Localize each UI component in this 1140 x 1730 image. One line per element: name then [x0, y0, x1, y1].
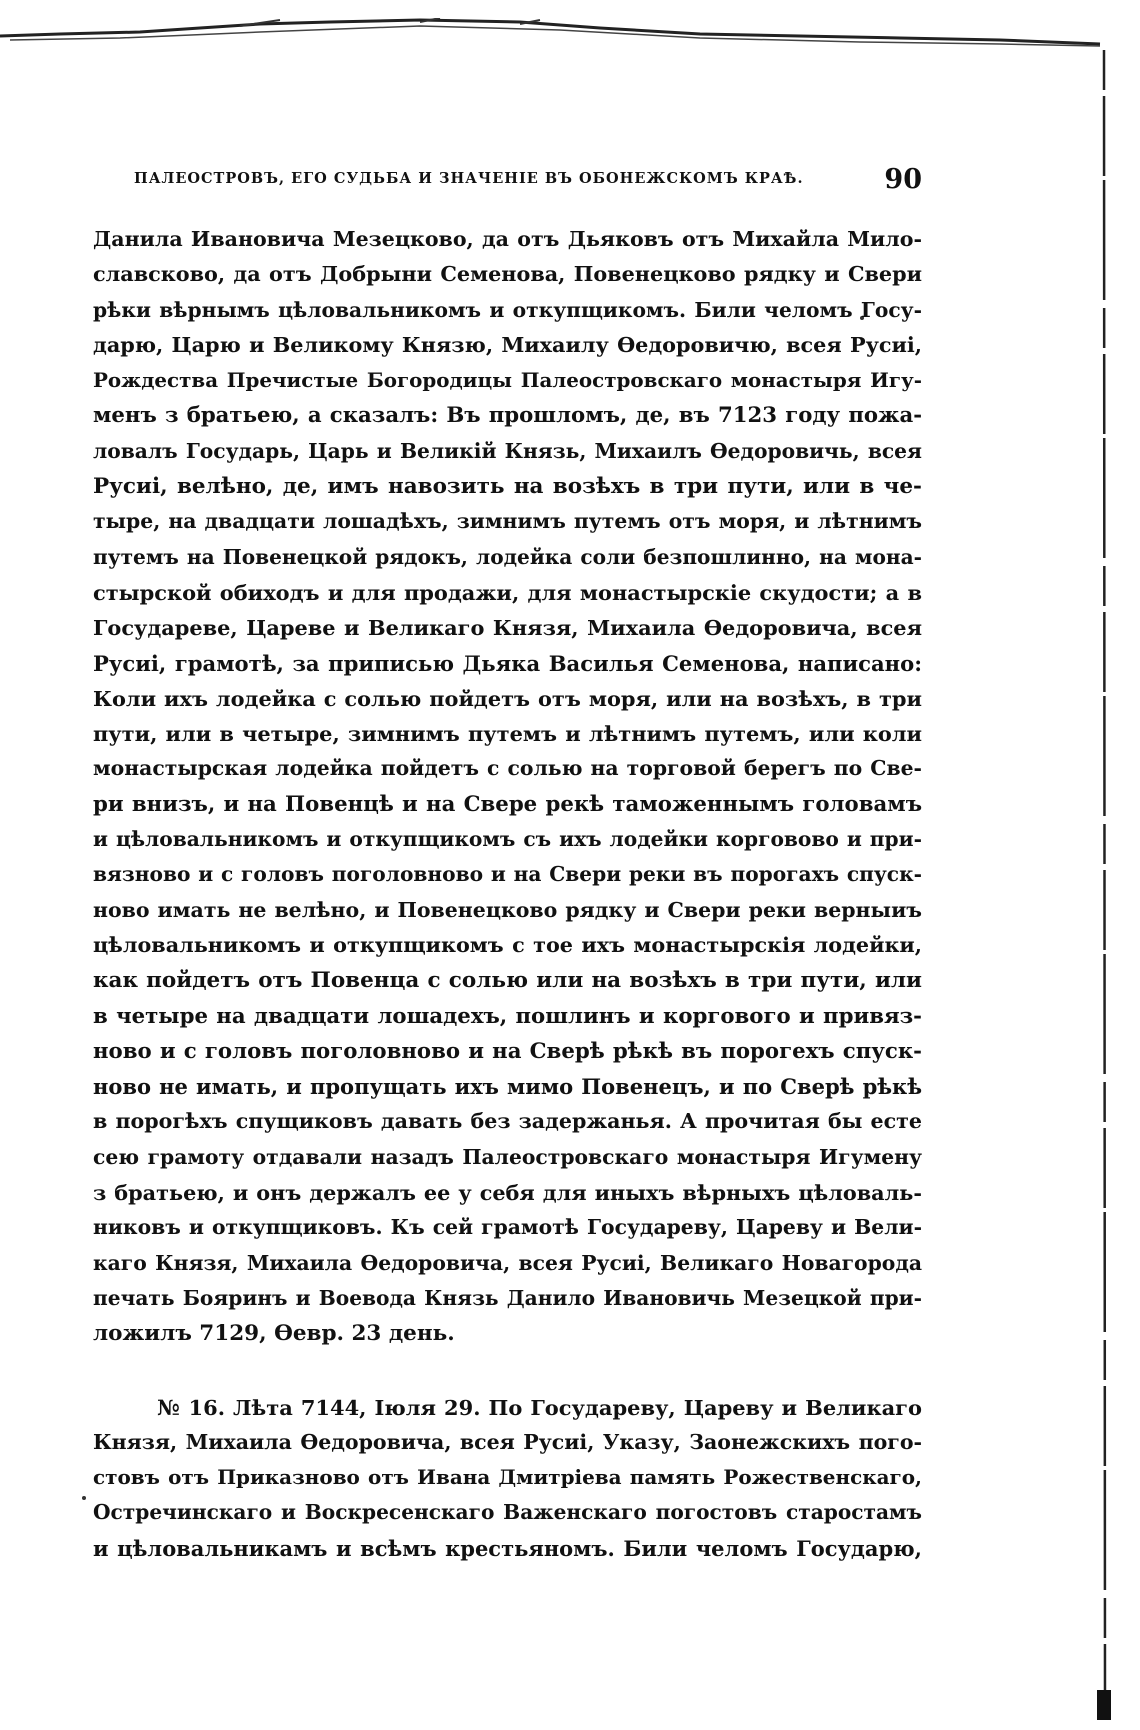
text-line: пути, или в четыре, зимнимъ путемъ и лѣтнимъ путемъ, или коли: [93, 721, 922, 747]
text-line: тыре, на двадцати лошадѣхъ, зимнимъ путемъ отъ моря, и лѣтнимъ: [93, 509, 922, 534]
text-line: монастырская лодейка пойдетъ с солью на торговой берегъ по Све-: [93, 756, 922, 781]
text-line: славсково, да отъ Добрыни Семенова, Повенецково рядку и Свери: [93, 262, 922, 287]
scan-edge-top: [0, 18, 1105, 48]
text-line: Коли ихъ лодейка с солью пойдетъ отъ моря, или на возѣхъ, в три: [93, 685, 922, 711]
text-line: дарю, Царю и Великому Князю, Михаилу Ѳедоровичю, всея Русиі,: [93, 332, 922, 357]
text-line: и цѣловальникамъ и всѣмъ крестьяномъ. Били челомъ Государю,: [93, 1535, 922, 1561]
text-line: никовъ и откупщиковъ. Къ сей грамотѣ Государеву, Цареву и Вели-: [93, 1215, 922, 1240]
text-line: Русиі, грамотѣ, за приписью Дьяка Василья Семенова, написано:: [93, 650, 922, 676]
text-line: рѣки вѣрнымъ цѣловальникомъ и откупщикомъ. Били челомъ Госу-: [93, 297, 922, 322]
text-line: сею грамоту отдавали назадъ Палеостровскаго монастыря Игумену: [93, 1144, 922, 1169]
text-line: ново и с головъ поголовново и на Сверѣ рѣкѣ въ порогехъ спуск-: [93, 1038, 922, 1064]
text-line: Князя, Михаила Ѳедоровича, всея Русиі, Указу, Заонежскихъ пого-: [93, 1429, 922, 1454]
text-line: стовъ отъ Приказново отъ Ивана Дмитріева память Рожественскаго,: [93, 1465, 922, 1490]
text-line: путемъ на Повенецкой рядокъ, лодейка соли безпошлинно, на мона-: [93, 544, 922, 569]
text-line: ловалъ Государь, Царь и Великій Князь, Михаилъ Ѳедоровичь, всея: [93, 438, 922, 463]
text-line: в порогѣхъ спущиковъ давать без задержанья. А прочитая бы есте: [93, 1109, 922, 1134]
text-line: как пойдетъ отъ Повенца с солью или на возѣхъ в три пути, или: [93, 968, 922, 994]
page-number: 90: [884, 164, 922, 195]
text-line: Русиі, велѣно, де, имъ навозить на возѣхъ в три пути, или в че-: [93, 474, 922, 500]
text-line: Остречинскаго и Воскресенскаго Важенскаго погостовъ старостамъ: [93, 1500, 922, 1525]
text-line: ново не имать, и пропущать ихъ мимо Повенецъ, и по Сверѣ рѣкѣ: [93, 1074, 922, 1100]
text-line: з братьею, и онъ держалъ ее у себя для иныхъ вѣрныхъ цѣловаль-: [93, 1180, 922, 1206]
paragraph: [93, 222, 922, 1352]
text-line: цѣловальникомъ и откупщикомъ с тое ихъ монастырскія лодейки,: [93, 932, 922, 957]
page-header: [116, 164, 922, 200]
body-text: [93, 222, 922, 1566]
text-line: каго Князя, Михаила Ѳедоровича, всея Русиі, Великаго Новагорода: [93, 1250, 922, 1275]
text-line: печать Бояринъ и Воевода Князь Данило Ивановичь Мезецкой при-: [93, 1285, 922, 1310]
running-head: ПАЛЕОСТРОВЪ, ЕГО СУДЬБА И ЗНАЧЕНІЕ ВЪ ОБОНЕЖСКОМЪ КРАѢ.: [134, 170, 804, 187]
text-line: ложилъ 7129, Ѳевр. 23 день.: [93, 1321, 455, 1347]
text-line: № 16. Лѣта 7144, Іюля 29. По Государеву, Цареву и Великаго: [157, 1394, 922, 1420]
text-line: и цѣловальникомъ и откупщикомъ съ ихъ лодейки корговово и при-: [93, 827, 922, 852]
text-line: ри внизъ, и на Повенцѣ и на Свере рекѣ таможеннымъ головамъ: [93, 791, 922, 817]
scan-edge-right: [1095, 50, 1113, 1720]
text-line: Государеве, Цареве и Великаго Князя, Михаила Ѳедоровича, всея: [93, 615, 922, 641]
text-line: в четыре на двадцати лошадехъ, пошлинъ и коргового и привяз-: [93, 1003, 922, 1029]
text-line: вязново и с головъ поголовново и на Свери реки въ порогахъ спуск-: [93, 862, 922, 887]
text-line: ново имать не велѣно, и Повенецково рядку и Свери реки верныиъ: [93, 897, 922, 922]
scan-speck: [82, 1496, 86, 1500]
text-line: Данила Ивановича Мезецково, да отъ Дьяковъ отъ Михайла Мило-: [93, 227, 922, 251]
paragraph: [93, 1390, 922, 1566]
paragraph-gap: [93, 1352, 922, 1390]
text-line: Рождества Пречистые Богородицы Палеостровскаго монастыря Игу-: [93, 368, 922, 393]
text-line: менъ з братьею, а сказалъ: Въ прошломъ, де, въ 7123 году пожа-: [93, 403, 922, 429]
text-line: стырской обиходъ и для продажи, для монастырскіе скудости; а в: [93, 579, 922, 605]
